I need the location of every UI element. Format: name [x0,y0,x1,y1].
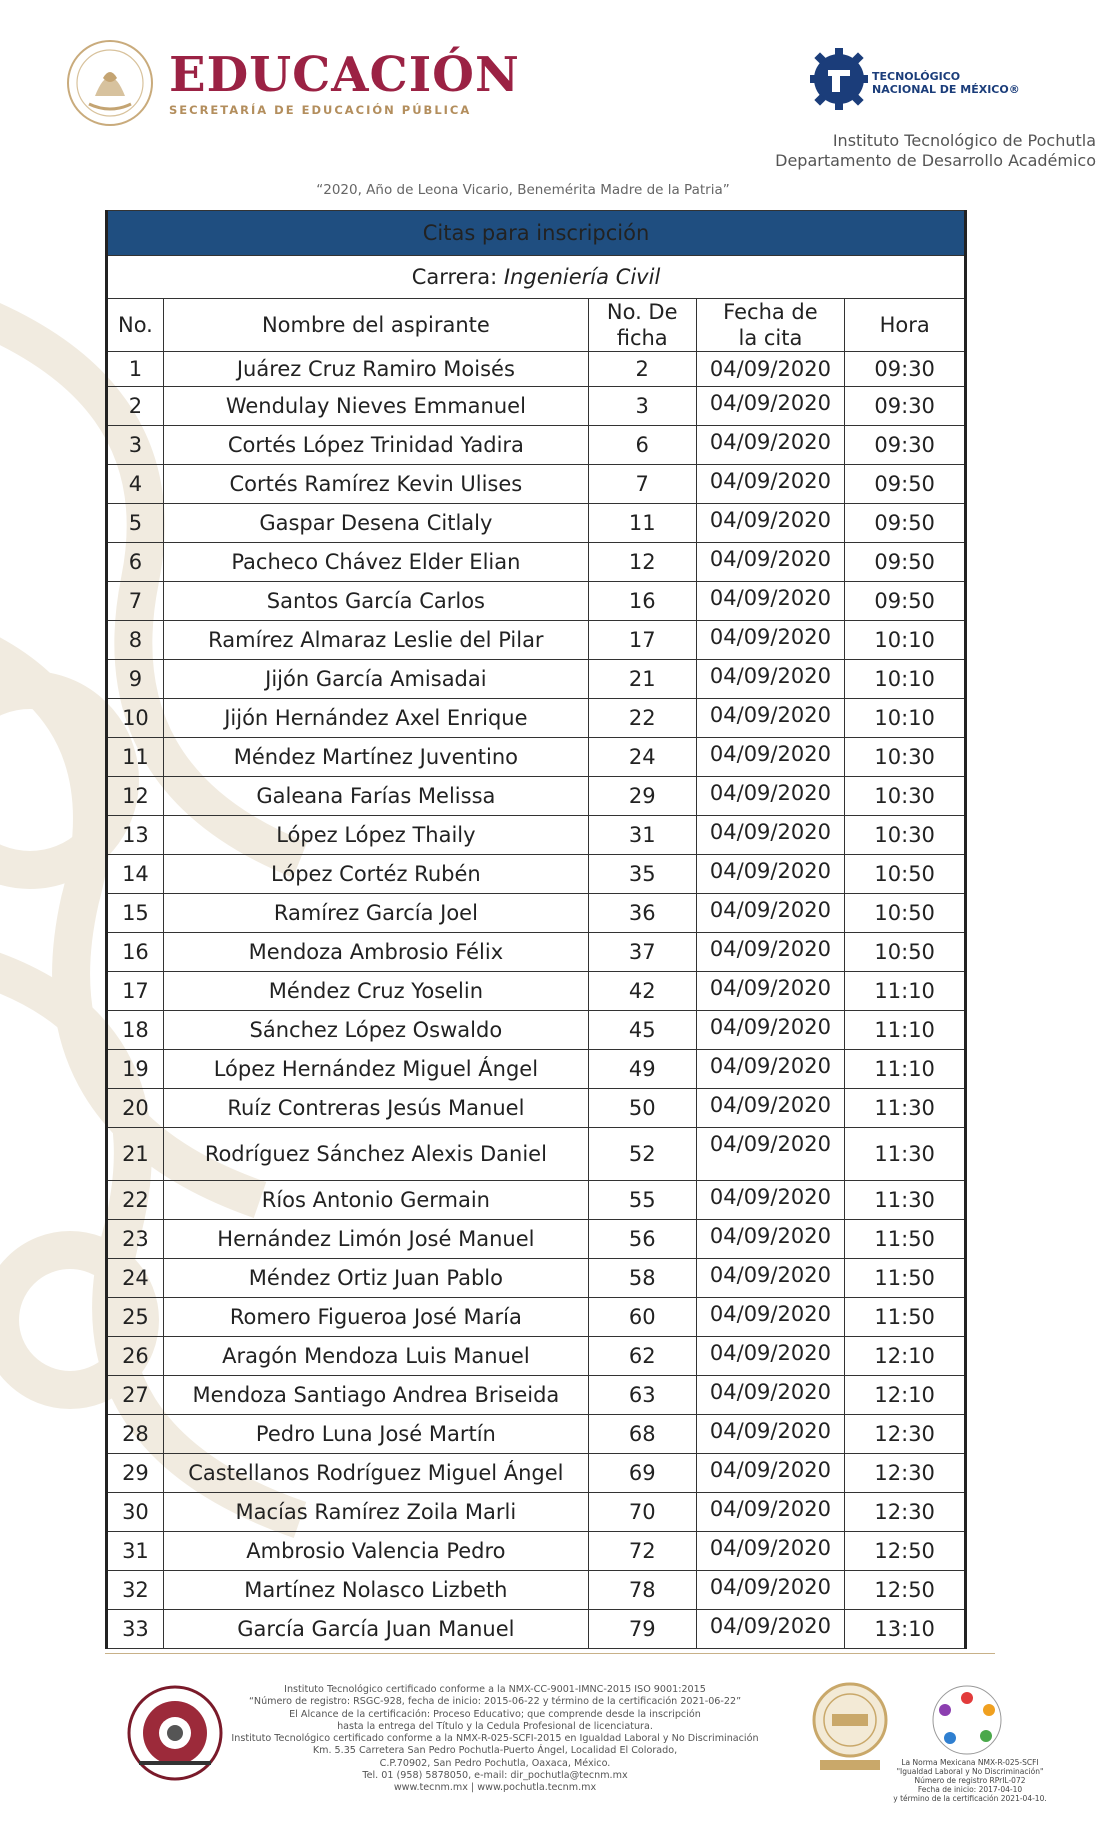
cell-no: 11 [107,738,164,777]
cell-fecha: 04/09/2020 [696,699,845,738]
cell-fecha: 04/09/2020 [696,1610,845,1649]
carrera-cell [107,256,966,299]
cell-ficha: 45 [588,1011,696,1050]
cell-no: 32 [107,1571,164,1610]
cell-nombre: Hernández Limón José Manuel [163,1220,588,1259]
footer-line: C.P.70902, San Pedro Pochutla, Oaxaca, México. [379,1757,611,1769]
table-row [107,738,966,777]
table-row [107,1415,966,1454]
cell-fecha: 04/09/2020 [696,1259,845,1298]
table-row [107,1571,966,1610]
cell-no: 29 [107,1454,164,1493]
cell-no: 3 [107,426,164,465]
cell-ficha: 70 [588,1493,696,1532]
cell-nombre: Jijón Hernández Axel Enrique [163,699,588,738]
cell-hora: 10:50 [845,933,966,972]
cell-ficha: 21 [588,660,696,699]
cell-fecha: 04/09/2020 [696,1181,845,1220]
table-row [107,1610,966,1649]
table-row [107,855,966,894]
cell-no: 10 [107,699,164,738]
imnc-certification-logo-icon [810,1680,890,1775]
cell-fecha: 04/09/2020 [696,1089,845,1128]
cell-fecha: 04/09/2020 [696,1050,845,1089]
cell-fecha: 04/09/2020 [696,352,845,387]
table-row [107,352,966,387]
header-fecha [696,299,845,352]
cell-hora: 09:50 [845,465,966,504]
cell-fecha: 04/09/2020 [696,1376,845,1415]
footer-line: hasta la entrega del Título y la Cedula Profesional de licenciatura. [337,1720,653,1732]
table-row [107,1337,966,1376]
cell-fecha: 04/09/2020 [696,1220,845,1259]
cell-no: 33 [107,1610,164,1649]
cell-ficha: 24 [588,738,696,777]
cell-no: 12 [107,777,164,816]
cell-no: 28 [107,1415,164,1454]
cell-ficha: 50 [588,1089,696,1128]
table-row [107,387,966,426]
cell-fecha: 04/09/2020 [696,1532,845,1571]
cell-hora: 10:10 [845,621,966,660]
cell-hora: 11:10 [845,1050,966,1089]
table-row [107,1259,966,1298]
cell-no: 25 [107,1298,164,1337]
header-ficha-line2: ficha [616,326,668,350]
cell-no: 23 [107,1220,164,1259]
cell-ficha: 31 [588,816,696,855]
cell-fecha: 04/09/2020 [696,1011,845,1050]
igualdad-laboral-logo-icon [920,1680,1015,1760]
cell-ficha: 7 [588,465,696,504]
cell-fecha: 04/09/2020 [696,1571,845,1610]
cell-fecha: 04/09/2020 [696,426,845,465]
cell-nombre: Cortés López Trinidad Yadira [163,426,588,465]
carrera-label: Carrera: [411,265,504,289]
table-row [107,972,966,1011]
cell-no: 18 [107,1011,164,1050]
cell-ficha: 52 [588,1128,696,1181]
tnm-header [810,40,1020,118]
cell-nombre: García García Juan Manuel [163,1610,588,1649]
table-row [107,504,966,543]
tnm-line-1: TECNOLÓGICO [872,70,961,83]
cell-fecha: 04/09/2020 [696,933,845,972]
institute-name: Instituto Tecnológico de Pochutla [832,131,1096,150]
footer-line: Tel. 01 (958) 5878050, e-mail: dir_pochutla@tecnm.mx [362,1770,628,1782]
cell-ficha: 69 [588,1454,696,1493]
cell-nombre: Sánchez López Oswaldo [163,1011,588,1050]
cell-ficha: 37 [588,933,696,972]
appointments-table [105,210,967,1649]
table-row [107,1220,966,1259]
cell-no: 19 [107,1050,164,1089]
cell-hora: 13:10 [845,1610,966,1649]
cell-hora: 10:30 [845,738,966,777]
header-ficha [588,299,696,352]
cell-no: 5 [107,504,164,543]
table-row [107,699,966,738]
cell-fecha: 04/09/2020 [696,660,845,699]
cell-no: 22 [107,1181,164,1220]
table-row [107,1298,966,1337]
cell-ficha: 29 [588,777,696,816]
tnm-gear-logo-icon [810,40,868,118]
itp-logo-icon [125,1683,225,1783]
cell-fecha: 04/09/2020 [696,855,845,894]
cell-no: 21 [107,1128,164,1181]
cell-hora: 11:10 [845,1011,966,1050]
table-row [107,777,966,816]
header-ficha-line1: No. De [606,300,678,324]
year-motto [0,182,1116,198]
cell-no: 13 [107,816,164,855]
igualdad-line: y término de la certificación 2021-04-10. [893,1794,1047,1803]
footer-line: Instituto Tecnológico certificado conforme a la NMX-R-025-SCFI-2015 en Igualdad Laboral y No Discriminación [231,1733,759,1745]
table-row [107,1011,966,1050]
cell-ficha: 60 [588,1298,696,1337]
cell-nombre: Aragón Mendoza Luis Manuel [163,1337,588,1376]
cell-no: 9 [107,660,164,699]
cell-hora: 10:30 [845,777,966,816]
cell-hora: 12:30 [845,1493,966,1532]
table-row [107,543,966,582]
cell-nombre: Mendoza Santiago Andrea Briseida [163,1376,588,1415]
sep-header [65,38,520,128]
table-row [107,426,966,465]
cell-fecha: 04/09/2020 [696,387,845,426]
table-title-row [107,211,966,256]
cell-ficha: 2 [588,352,696,387]
cell-ficha: 12 [588,543,696,582]
cell-hora: 11:30 [845,1181,966,1220]
cell-hora: 12:10 [845,1337,966,1376]
cell-nombre: Castellanos Rodríguez Miguel Ángel [163,1454,588,1493]
cell-fecha: 04/09/2020 [696,465,845,504]
cell-nombre: Juárez Cruz Ramiro Moisés [163,352,588,387]
cell-hora: 10:30 [845,816,966,855]
table-row [107,1376,966,1415]
header-no: No. [107,299,164,352]
cell-hora: 11:50 [845,1259,966,1298]
cell-hora: 12:50 [845,1532,966,1571]
cell-no: 30 [107,1493,164,1532]
carrera-value: Ingeniería Civil [503,265,661,289]
cell-nombre: Rodríguez Sánchez Alexis Daniel [163,1128,588,1181]
cell-ficha: 49 [588,1050,696,1089]
table-row [107,582,966,621]
cell-no: 15 [107,894,164,933]
table-row [107,1532,966,1571]
footer-divider [105,1653,995,1654]
cell-nombre: Santos García Carlos [163,582,588,621]
cell-hora: 11:30 [845,1128,966,1181]
footer-line: Instituto Tecnológico certificado conforme a la NMX-CC-9001-IMNC-2015 ISO 9001:2015 [284,1684,706,1695]
cell-fecha: 04/09/2020 [696,1128,845,1181]
cell-no: 6 [107,543,164,582]
cell-ficha: 36 [588,894,696,933]
cell-hora: 10:10 [845,660,966,699]
header-nombre: Nombre del aspirante [163,299,588,352]
cell-nombre: Méndez Martínez Juventino [163,738,588,777]
cell-fecha: 04/09/2020 [696,894,845,933]
cell-hora: 11:50 [845,1298,966,1337]
table-row [107,1493,966,1532]
cell-nombre: Ruíz Contreras Jesús Manuel [163,1089,588,1128]
cell-fecha: 04/09/2020 [696,543,845,582]
cell-no: 16 [107,933,164,972]
cell-ficha: 22 [588,699,696,738]
header-hora: Hora [845,299,966,352]
table-row [107,1454,966,1493]
table-row [107,1050,966,1089]
cell-hora: 12:30 [845,1415,966,1454]
table-row [107,1089,966,1128]
cell-nombre: Mendoza Ambrosio Félix [163,933,588,972]
cell-nombre: Galeana Farías Melissa [163,777,588,816]
cell-no: 7 [107,582,164,621]
cell-fecha: 04/09/2020 [696,1298,845,1337]
igualdad-line: "Igualdad Laboral y No Discriminación" [896,1767,1044,1776]
table-row [107,816,966,855]
table-row [107,933,966,972]
cell-no: 14 [107,855,164,894]
cell-ficha: 3 [588,387,696,426]
cell-no: 17 [107,972,164,1011]
carrera-row [107,256,966,299]
edu-subtitle: SECRETARÍA DE EDUCACIÓN PÚBLICA [169,103,472,117]
cell-nombre: López López Thaily [163,816,588,855]
cell-nombre: Jijón García Amisadai [163,660,588,699]
cell-hora: 11:30 [845,1089,966,1128]
edu-title: EDUCACIÓN [169,47,520,103]
cell-nombre: Romero Figueroa José María [163,1298,588,1337]
cell-no: 20 [107,1089,164,1128]
cell-fecha: 04/09/2020 [696,1493,845,1532]
table-row [107,1181,966,1220]
cell-hora: 09:30 [845,387,966,426]
cell-fecha: 04/09/2020 [696,1415,845,1454]
cell-fecha: 04/09/2020 [696,972,845,1011]
cell-ficha: 56 [588,1220,696,1259]
department-name: Departamento de Desarrollo Académico [775,151,1096,170]
cell-hora: 12:10 [845,1376,966,1415]
cell-no: 8 [107,621,164,660]
footer-line: “Número de registro: RSGC-928, fecha de inicio: 2015-06-22 y término de la certificación 2021-06-22” [248,1696,742,1708]
cell-nombre: Wendulay Nieves Emmanuel [163,387,588,426]
cell-nombre: Gaspar Desena Citlaly [163,504,588,543]
cell-nombre: Macías Ramírez Zoila Marli [163,1493,588,1532]
motto-text: “2020, Año de Leona Vicario, Benemérita Madre de la Patria” [316,182,730,198]
cell-ficha: 68 [588,1415,696,1454]
cell-fecha: 04/09/2020 [696,777,845,816]
mexico-seal-icon [65,38,155,128]
cell-hora: 10:50 [845,894,966,933]
cell-nombre: López Cortéz Rubén [163,855,588,894]
cell-hora: 12:50 [845,1571,966,1610]
header-fecha-line2: la cita [738,326,803,350]
tnm-line-2: NACIONAL DE MÉXICO® [872,83,1020,96]
cell-ficha: 42 [588,972,696,1011]
cell-no: 27 [107,1376,164,1415]
cell-ficha: 79 [588,1610,696,1649]
cell-no: 2 [107,387,164,426]
cell-nombre: Martínez Nolasco Lizbeth [163,1571,588,1610]
cell-fecha: 04/09/2020 [696,1337,845,1376]
table-title: Citas para inscripción [107,211,966,256]
cell-hora: 12:30 [845,1454,966,1493]
cell-ficha: 78 [588,1571,696,1610]
table-row [107,894,966,933]
cell-no: 31 [107,1532,164,1571]
cell-ficha: 6 [588,426,696,465]
cell-hora: 09:50 [845,504,966,543]
cell-fecha: 04/09/2020 [696,816,845,855]
cell-ficha: 35 [588,855,696,894]
cell-hora: 10:10 [845,699,966,738]
cell-no: 1 [107,352,164,387]
cell-nombre: Ríos Antonio Germain [163,1181,588,1220]
cell-hora: 11:50 [845,1220,966,1259]
cell-hora: 10:50 [845,855,966,894]
cell-no: 4 [107,465,164,504]
table-row [107,621,966,660]
cell-ficha: 17 [588,621,696,660]
cell-fecha: 04/09/2020 [696,504,845,543]
table-header-row [107,299,966,352]
cell-fecha: 04/09/2020 [696,738,845,777]
cell-nombre: Pedro Luna José Martín [163,1415,588,1454]
footer-line: Km. 5.35 Carretera San Pedro Pochutla-Puerto Ángel, Localidad El Colorado, [312,1745,678,1757]
cell-nombre: Méndez Cruz Yoselin [163,972,588,1011]
tnm-wordmark [872,70,1020,96]
table-row [107,465,966,504]
cell-hora: 09:30 [845,352,966,387]
cell-nombre: Ambrosio Valencia Pedro [163,1532,588,1571]
cell-hora: 09:50 [845,543,966,582]
cell-no: 24 [107,1259,164,1298]
igualdad-line: La Norma Mexicana NMX-R-025-SCFI [901,1758,1039,1767]
cell-hora: 09:50 [845,582,966,621]
header-fecha-line1: Fecha de [723,300,818,324]
cell-nombre: Ramírez Almaraz Leslie del Pilar [163,621,588,660]
table-row [107,1128,966,1181]
cell-nombre: López Hernández Miguel Ángel [163,1050,588,1089]
cell-ficha: 55 [588,1181,696,1220]
cell-ficha: 63 [588,1376,696,1415]
cell-hora: 11:10 [845,972,966,1011]
institute-block [775,131,1096,171]
cell-fecha: 04/09/2020 [696,1454,845,1493]
table-row [107,660,966,699]
cell-ficha: 62 [588,1337,696,1376]
cell-no: 26 [107,1337,164,1376]
igualdad-caption [890,1758,1050,1803]
cell-ficha: 11 [588,504,696,543]
cell-fecha: 04/09/2020 [696,582,845,621]
cell-nombre: Pacheco Chávez Elder Elian [163,543,588,582]
cell-ficha: 58 [588,1259,696,1298]
igualdad-line: Número de registro RPrIL-072 [914,1776,1026,1785]
footer-certification-text [215,1684,775,1795]
cell-hora: 09:30 [845,426,966,465]
cell-nombre: Méndez Ortiz Juan Pablo [163,1259,588,1298]
cell-ficha: 72 [588,1532,696,1571]
cell-nombre: Cortés Ramírez Kevin Ulises [163,465,588,504]
cell-fecha: 04/09/2020 [696,621,845,660]
cell-ficha: 16 [588,582,696,621]
footer-line: El Alcance de la certificación: Proceso Educativo; que comprende desde la inscripción [289,1708,701,1720]
cell-nombre: Ramírez García Joel [163,894,588,933]
footer-line: www.tecnm.mx | www.pochutla.tecnm.mx [393,1782,597,1794]
igualdad-line: Fecha de inicio: 2017-04-10 [917,1785,1023,1794]
